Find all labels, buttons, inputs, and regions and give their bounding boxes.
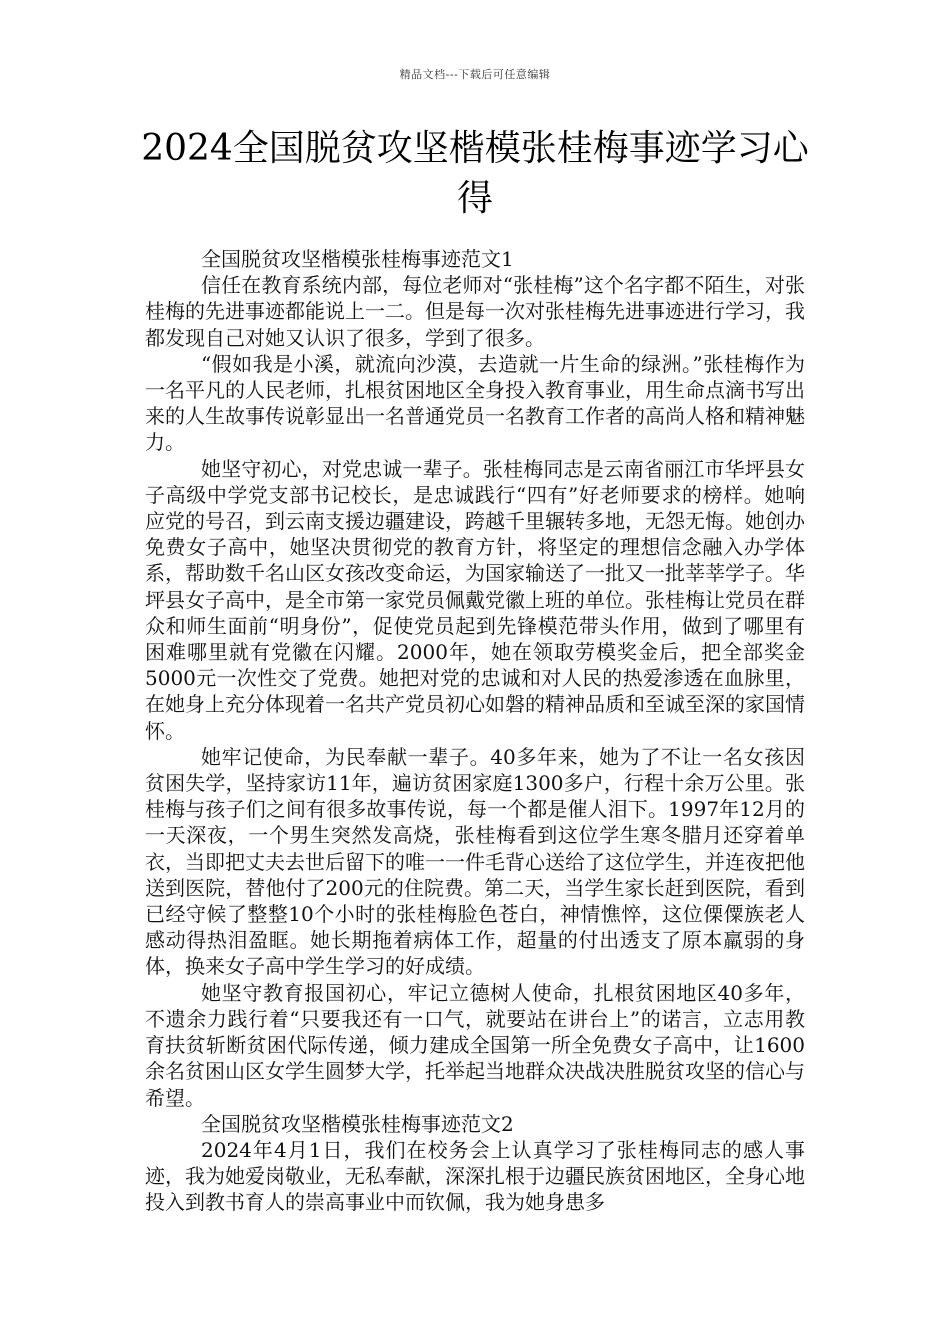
document-title: 2024全国脱贫攻坚楷模张桂梅事迹学习心得 xyxy=(141,128,809,219)
body-paragraph: “假如我是小溪，就流向沙漠，去造就一片生命的绿洲。”张桂梅作为一名平凡的人民老师，扎根贫困地区全身投入教育事业，用生命点滴书写出来的人生故事传说彰显出一名普通党员一名教育工作者的高尚人格和精神魅力。 xyxy=(145,351,805,455)
body-paragraph: 她坚守教育报国初心，牢记立德树人使命，扎根贫困地区40多年，不遗余力践行着“只要我还有一口气，就要站在讲台上”的诺言，立志用教育扶贫斩断贫困代际传递，倾力建成全国第一所全免费女子高中，让1600余名贫困山区女学生圆梦大学，托举起当地群众决战决胜脱贫攻坚的信心与希望。 xyxy=(145,980,805,1110)
body-paragraph: 信任在教育系统内部，每位老师对“张桂梅”这个名字都不陌生，对张桂梅的先进事迹都能说上一二。但是每一次对张桂梅先进事迹进行学习，我都发现自己对她又认识了很多，学到了很多。 xyxy=(145,273,805,350)
body-paragraph: 她牢记使命，为民奉献一辈子。40多年来，她为了不让一名女孩因贫困失学，坚持家访11年，遍访贫困家庭1300多户，行程十余万公里。张桂梅与孩子们之间有很多故事传说，每一个都是催人泪下。1997年12月的一天深夜，一个男生突然发高烧，张桂梅看到这位学生寒冬腊月还穿着单衣，当即把丈夫去世后留下的唯一一件毛背心送给了这位学生，并连夜把他送到医院，替他付了200元的住院费。第二天，当学生家长赶到医院，看到已经守候了整整10个小时的张桂梅脸色苍白，神情憔悴，这位傈僳族老人感动得热泪盈眶。她长期拖着病体工作，超量的付出透支了原本羸弱的身体，换来女子高中学生学习的好成绩。 xyxy=(145,744,805,979)
document-body xyxy=(145,246,805,1216)
body-paragraph: 2024年4月1日，我们在校务会上认真学习了张桂梅同志的感人事迹，我为她爱岗敬业，无私奉献，深深扎根于边疆民族贫困地区，全身心地投入到教书育人的崇高事业中而钦佩，我为她身患多 xyxy=(145,1137,805,1215)
body-paragraph: 她坚守初心，对党忠诚一辈子。张桂梅同志是云南省丽江市华坪县女子高级中学党支部书记校长，是忠诚践行“四有”好老师要求的榜样。她响应党的号召，到云南支援边疆建设，跨越千里辗转多地，无怨无悔。她创办免费女子高中，她坚决贯彻党的教育方针，将坚定的理想信念融入办学体系，帮助数千名山区女孩改变命运，为国家输送了一批又一批莘莘学子。华坪县女子高中，是全市第一家党员佩戴党徽上班的单位。张桂梅让党员在群众和师生面前“明身份”，促使党员起到先锋模范带头作用，做到了哪里有困难哪里就有党徽在闪耀。2000年，她在领取劳模奖金后，把全部奖金5000元一次性交了党费。她把对党的忠诚和对人民的热爱渗透在血脉里，在她身上充分体现着一名共产党员初心如磐的精神品质和至诚至深的家国情怀。 xyxy=(145,456,805,743)
document-header-note: 精品文档---下载后可任意编辑 xyxy=(399,68,551,81)
section-heading-2: 全国脱贫攻坚楷模张桂梅事迹范文2 xyxy=(201,1111,514,1136)
section-heading-1: 全国脱贫攻坚楷模张桂梅事迹范文1 xyxy=(201,247,514,271)
